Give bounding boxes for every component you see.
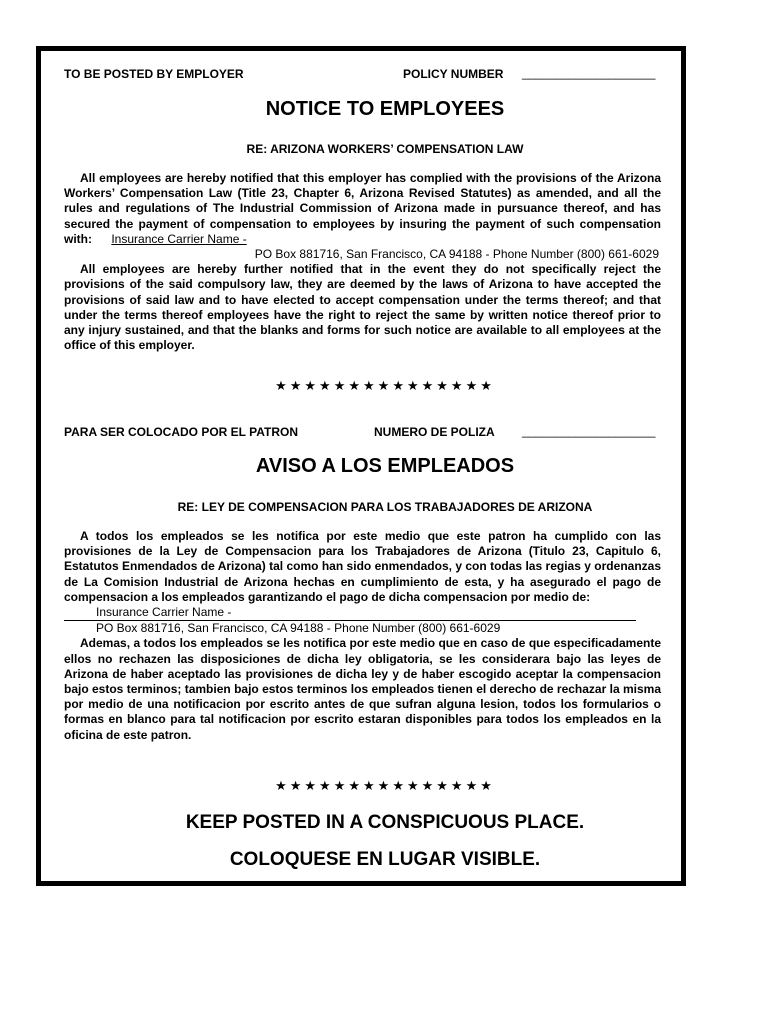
star-divider-bottom: ★★★★★★★★★★★★★★★ bbox=[275, 778, 495, 793]
english-body bbox=[64, 171, 661, 353]
spanish-paragraph-1: A todos los empleados se les notifica por este medio que este patron ha cumplido con las provisiones de la Ley de Compensacion para los Trabajadores de Arizona (Titulo 23, Capitulo 6, Estatutos Enmendados de Arizona) tal como han sido enmendados, y con todas las regias y ordenanzas de La Comision Industrial de Arizona hechas en cumplimiento de esta, y ha asegurado el pago de compensacion a los empleados garantizando el pago de dicha compensacion por medio de: bbox=[64, 529, 661, 604]
aviso-title: AVISO A LOS EMPLEADOS bbox=[255, 455, 515, 477]
numero-poliza-label: NUMERO DE POLIZA bbox=[374, 425, 495, 439]
notice-title: NOTICE TO EMPLOYEES bbox=[265, 98, 505, 120]
coloquese-notice: COLOQUESE EN LUGAR VISIBLE. bbox=[229, 849, 541, 870]
re-law-heading: RE: ARIZONA WORKERS’ COMPENSATION LAW bbox=[246, 142, 524, 156]
spanish-body bbox=[64, 529, 661, 743]
re-ley-heading: RE: LEY DE COMPENSACION PARA LOS TRABAJADORES DE ARIZONA bbox=[177, 500, 593, 514]
posted-by-patron-label: PARA SER COLOCADO POR EL PATRON bbox=[64, 425, 299, 439]
english-paragraph-1: All employees are hereby notified that this employer has complied with the provisions of the Arizona Workers’ Compensation Law (Title 23, Chapter 6, Arizona Revised Statutes) as amended, and all the rules and regulations of The Industrial Commission of Arizona made in pursuance thereof, and has secured the payment of compensation to employees by insuring the payment of such compensation with: Insurance Carrier Name - bbox=[64, 171, 661, 246]
keep-posted-notice: KEEP POSTED IN A CONSPICUOUS PLACE. bbox=[185, 812, 585, 833]
star-divider-top: ★★★★★★★★★★★★★★★ bbox=[275, 378, 495, 393]
carrier-address: PO Box 881716, San Francisco, CA 94188 - Phone Number (800) 661-6029 bbox=[254, 247, 659, 262]
english-paragraph-2: All employees are hereby further notified that in the event they do not specifically reject the provisions of the said compulsory law, they are deemed by the laws of Arizona to have accepted the provisions of said law and to have elected to accept compensation under the terms thereof; and that under the terms thereof employees have the right to reject the same by written notice thereof prior to any injury sustained, and that the blanks and forms for such notice are available to all employees at the office of this employer. bbox=[64, 262, 661, 353]
policy-number-label: POLICY NUMBER bbox=[403, 67, 504, 81]
carrier-name-field-es[interactable]: Insurance Carrier Name - bbox=[64, 605, 636, 621]
policy-number-field[interactable]: ____________________ bbox=[522, 66, 656, 80]
posted-by-employer-label: TO BE POSTED BY EMPLOYER bbox=[64, 67, 244, 81]
carrier-address-es: PO Box 881716, San Francisco, CA 94188 - Phone Number (800) 661-6029 bbox=[96, 621, 501, 636]
carrier-name-field[interactable]: Insurance Carrier Name - bbox=[111, 231, 247, 246]
numero-poliza-field[interactable]: ____________________ bbox=[522, 424, 656, 438]
spanish-paragraph-2: Ademas, a todos los empleados se les notifica por este medio que en caso de que especificadamente ellos no rechazen las disposiciones de dicha ley obligatoria, se les considerara bajo las leyes de Arizona de haber aceptado las provisiones de dicha ley y de haber escogido aceptar la compensacion bajo estos terminos; tambien bajo estos terminos los empleados tienen el derecho de rechazar la misma por medio de una notificacion por escrito antes de que sufran alguna lesion, todos los formularios o formas en blanco para tal notificacion por escrito estaran disponibles para todos los empleados en la oficina de este patron. bbox=[64, 636, 661, 742]
